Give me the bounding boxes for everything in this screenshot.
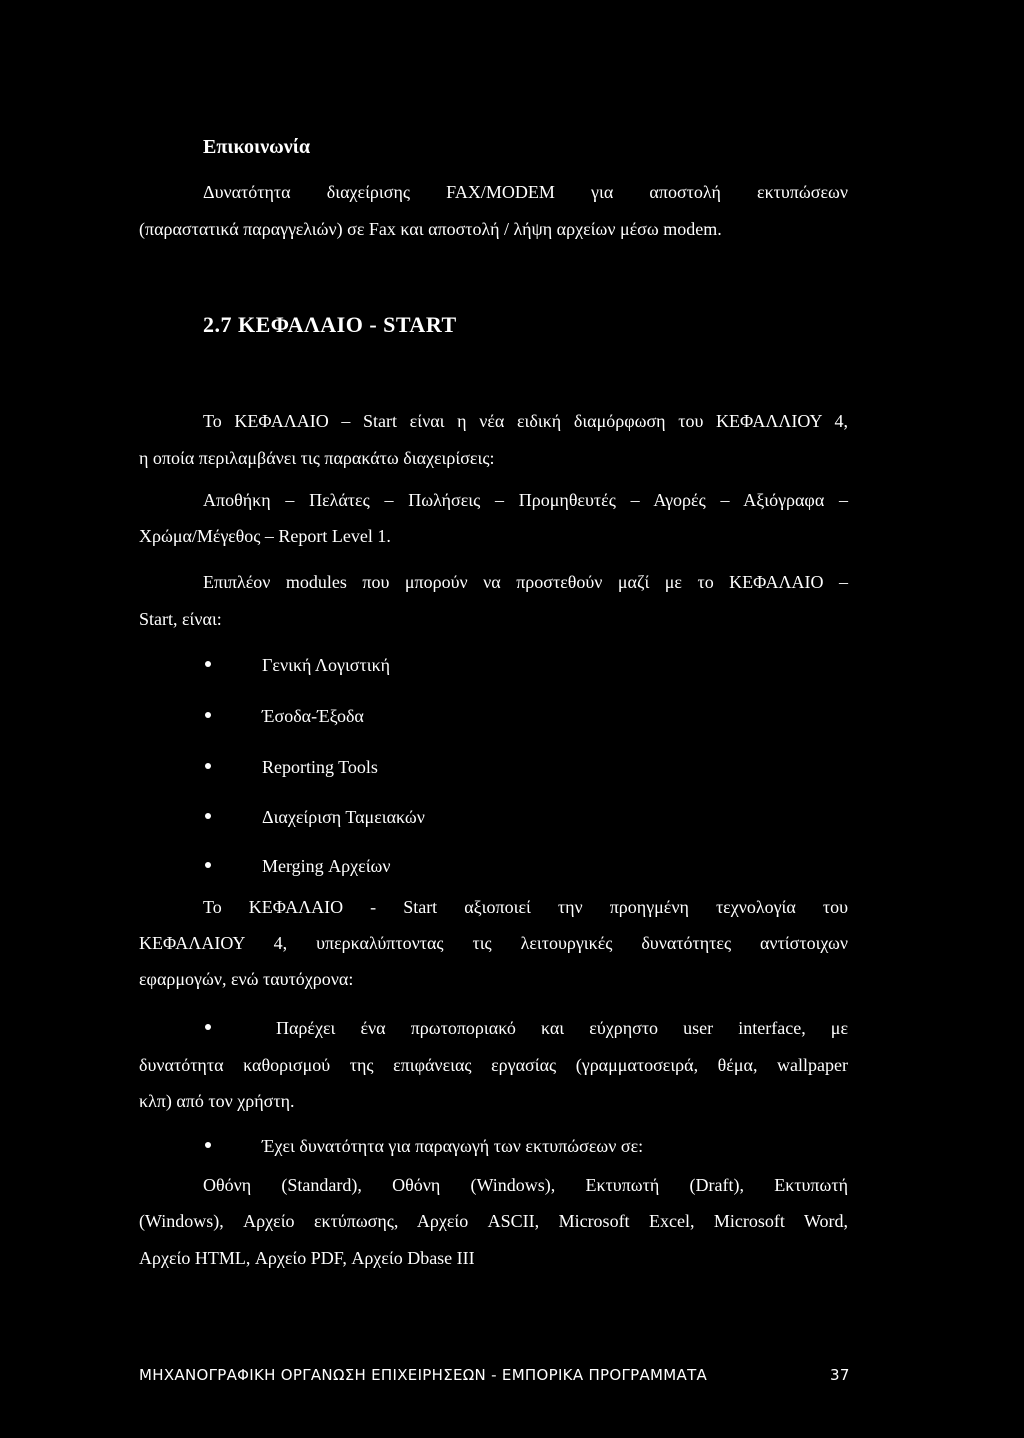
extra-modules-text-line: Start, είναι: bbox=[139, 609, 222, 629]
footer-title: ΜΗΧΑΝΟΓΡΑΦΙΚΗ ΟΡΓΑΝΩΣΗ ΕΠΙΧΕΙΡΗΣΕΩΝ - ΕΜΠΟΡΙΚΑ ΠΡΟΓΡΑΜΜΑΤΑ bbox=[139, 1366, 708, 1384]
modules-text-line: Αποθήκη – Πελάτες – Πωλήσεις – Προμηθευτές – Αγορές – Αξιόγραφα – bbox=[203, 490, 848, 510]
feature-text-line: δυνατότητα καθορισμού της επιφάνειας εργασίας (γραμματοσειρά, θέμα, wallpaper bbox=[139, 1055, 848, 1075]
list-item: Γενική Λογιστική bbox=[262, 655, 391, 675]
communication-text-line: (παραστατικά παραγγελιών) σε Fax και αποστολή / λήψη αρχείων μέσω modem. bbox=[139, 219, 722, 239]
section-heading-communication: Επικοινωνία bbox=[203, 136, 311, 158]
extra-modules-text-line: Επιπλέον modules που μπορούν να προστεθούν μαζί με το ΚΕΦΑΛΑΙΟ – bbox=[203, 572, 848, 592]
bullet-icon bbox=[205, 862, 211, 868]
technology-text-line: Το ΚΕΦΑΛΑΙΟ - Start αξιοποιεί την προηγμένη τεχνολογία του bbox=[203, 897, 848, 917]
bullet-icon bbox=[205, 1142, 211, 1148]
technology-text-line: ΚΕΦΑΛΑΙΟΥ 4, υπερκαλύπτοντας τις λειτουργικές δυνατότητες αντίστοιχων bbox=[139, 933, 848, 953]
feature-text-line: Έχει δυνατότητα για παραγωγή των εκτυπώσεων σε: bbox=[262, 1136, 644, 1156]
outputs-text-line: (Windows), Αρχείο εκτύπωσης, Αρχείο ASCII, Microsoft Excel, Microsoft Word, bbox=[139, 1211, 848, 1231]
outputs-text-line: Οθόνη (Standard), Οθόνη (Windows), Εκτυπωτή (Draft), Εκτυπωτή bbox=[203, 1175, 848, 1195]
outputs-text-line: Αρχείο HTML, Αρχείο PDF, Αρχείο Dbase III bbox=[139, 1248, 475, 1268]
intro-text-line: Το ΚΕΦΑΛΑΙΟ – Start είναι η νέα ειδική διαμόρφωση του ΚΕΦΑΛΛΙΟΥ 4, bbox=[203, 411, 848, 431]
list-item: Διαχείριση Ταμειακών bbox=[262, 807, 425, 827]
intro-text-line: η οποία περιλαμβάνει τις παρακάτω διαχειρίσεις: bbox=[139, 448, 495, 468]
bullet-icon bbox=[205, 712, 211, 718]
communication-text-line: Δυνατότητα διαχείρισης FAX/MODEM για αποστολή εκτυπώσεων bbox=[203, 182, 848, 202]
bullet-icon bbox=[205, 763, 211, 769]
bullet-icon bbox=[205, 813, 211, 819]
bullet-icon bbox=[205, 661, 211, 667]
feature-text-line: Παρέχει ένα πρωτοποριακό και εύχρηστο user interface, με bbox=[276, 1018, 848, 1038]
modules-text-line: Χρώμα/Μέγεθος – Report Level 1. bbox=[139, 526, 391, 546]
list-item: Έσοδα-Έξοδα bbox=[262, 706, 364, 726]
bullet-icon bbox=[205, 1024, 211, 1030]
list-item: Reporting Tools bbox=[262, 757, 378, 777]
list-item: Merging Αρχείων bbox=[262, 856, 391, 876]
feature-text-line: κλπ) από τον χρήστη. bbox=[139, 1091, 295, 1111]
page-number: 37 bbox=[830, 1366, 850, 1384]
technology-text-line: εφαρμογών, ενώ ταυτόχρονα: bbox=[139, 969, 354, 989]
chapter-title: 2.7 ΚΕΦΑΛΑΙΟ - START bbox=[203, 312, 457, 337]
